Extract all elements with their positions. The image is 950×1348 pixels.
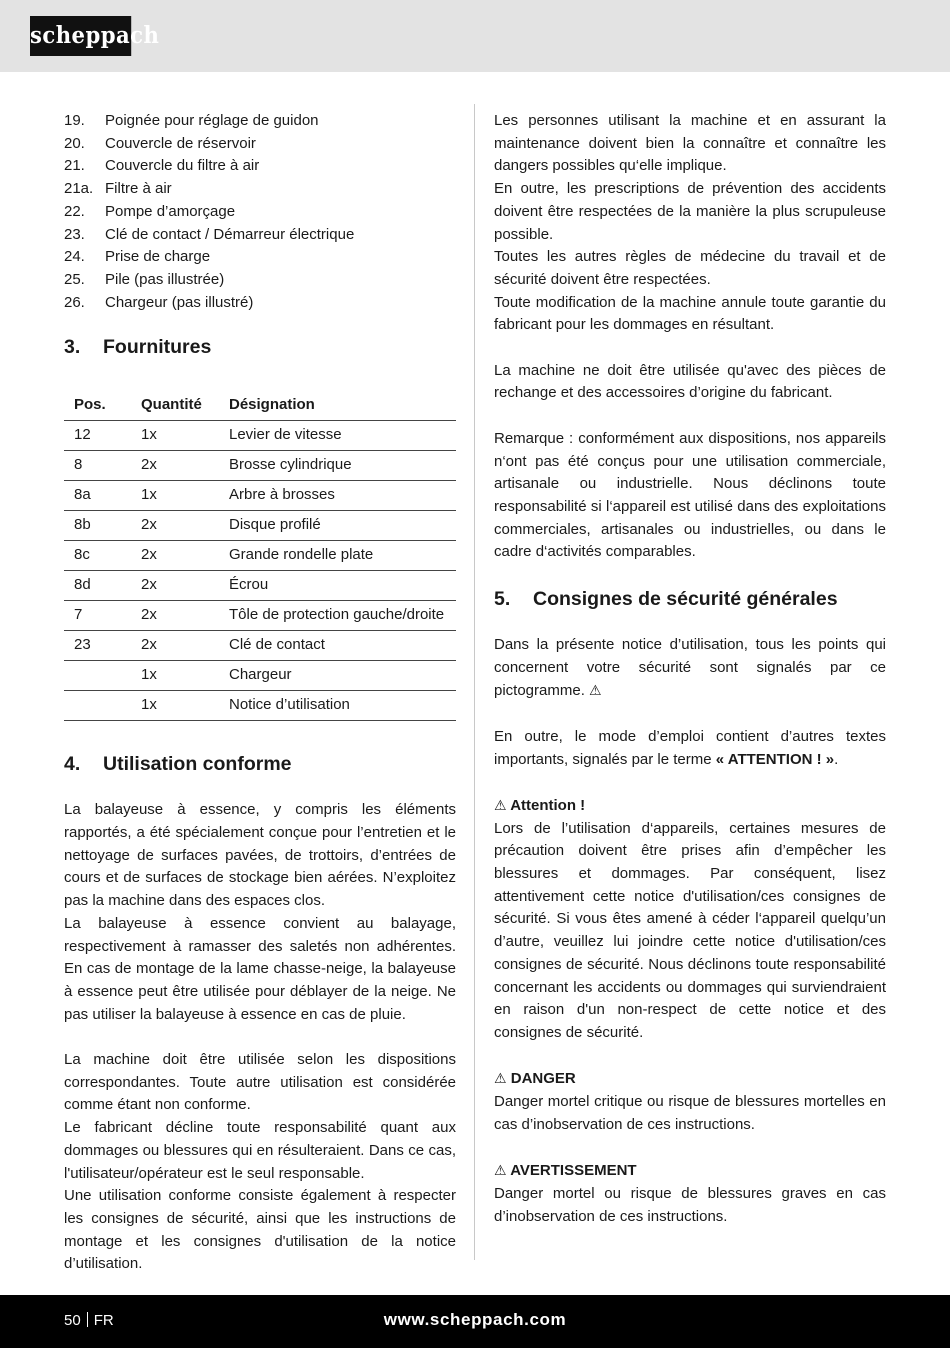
table-cell: 1x [131, 481, 219, 511]
paragraph: Toute modification de la machine annule toute garantie du fabricant pour les dommages en résultant. [494, 293, 886, 334]
danger-heading [494, 1067, 886, 1091]
page-number: 50 [64, 1312, 81, 1329]
table-cell: 12 [64, 421, 131, 451]
list-item [64, 246, 456, 269]
supplies-table [64, 390, 456, 721]
table-cell: Chargeur [219, 661, 456, 691]
list-item [64, 269, 456, 292]
table-row [64, 601, 456, 631]
section-title: Fournitures [103, 336, 212, 359]
list-item-number: 19. [64, 112, 85, 129]
table-row [64, 631, 456, 661]
list-item [64, 292, 456, 315]
list-item-text: Couvercle du filtre à air [105, 157, 260, 175]
table-cell: 8c [64, 541, 131, 571]
list-item [64, 110, 456, 133]
list-item-text: Pompe d’amorçage [105, 202, 236, 220]
list-item-text: Prise de charge [105, 248, 211, 266]
paragraph: La balayeuse à essence convient au balayage, respectivement à ramasser des saletés non adhérentes. En cas de montage de la lame chasse-neige, la balayeuse à essence peut être utilisée pour déblayer de la neige. Ne pas utiliser la balayeuse à essence en cas de pluie. [64, 914, 456, 1023]
paragraph: Danger mortel ou risque de blessures graves en cas d’inobservation de ces instructions. [494, 1184, 886, 1225]
column-header-designation: Désignation [219, 390, 456, 421]
warning-triangle-icon: ⚠ [494, 1070, 507, 1087]
section-3-heading [64, 334, 456, 360]
table-cell: Grande rondelle plate [219, 541, 456, 571]
table-row [64, 511, 456, 541]
section-title: Utilisation conforme [103, 753, 292, 776]
table-cell [64, 691, 131, 721]
scheppach-logo: scheppach [30, 16, 131, 56]
warning-triangle-icon: ⚠ [494, 1162, 507, 1179]
attention-title: Attention ! [510, 796, 586, 814]
table-cell: 8d [64, 571, 131, 601]
table-header-row [64, 390, 456, 421]
section-number: 4. [64, 753, 81, 776]
danger-title: DANGER [510, 1070, 576, 1088]
list-item-number: 25. [64, 270, 85, 288]
paragraph [494, 726, 886, 771]
table-cell: 2x [131, 451, 219, 481]
paragraph: Le fabricant décline toute responsabilité quant aux dommages ou blessures qui en résulteraient. Dans ce cas, l'utilisateur/opérateur est le seul responsable. [64, 1119, 456, 1182]
warning-heading [494, 1159, 886, 1183]
language-code: FR [93, 1312, 114, 1329]
table-cell: 1x [131, 421, 219, 451]
table-row [64, 541, 456, 571]
paragraph: Les personnes utilisant la machine et en assurant la maintenance doivent bien la connaître et connaître les dangers possibles qu‘elle implique. [494, 112, 886, 175]
paragraph: La machine ne doit être utilisée qu'avec des pièces de rechange et des accessoires d’origine du fabricant. [494, 361, 886, 402]
table-cell: 1x [131, 661, 219, 691]
table-cell [64, 661, 131, 691]
list-item-text: Chargeur (pas illustré) [105, 293, 254, 311]
list-item [64, 201, 456, 224]
section-5-heading [494, 586, 886, 612]
warning-triangle-icon: ⚠ [589, 682, 602, 699]
right-column [494, 110, 886, 1228]
attention-heading [494, 794, 886, 818]
table-cell: 2x [131, 571, 219, 601]
list-item-number: 21a. [64, 180, 94, 198]
list-item [64, 155, 456, 178]
paragraph-end: . [834, 750, 839, 768]
footer-bar [0, 1295, 950, 1348]
left-column [64, 110, 456, 1276]
table-cell: Brosse cylindrique [219, 451, 456, 481]
paragraph: Remarque : conformément aux dispositions, nos appareils n‘ont pas été conçus pour une utilisation commerciale, artisanale ou industrielle. Nous déclinons toute responsabilité si l‘appareil est utilisé dans des exploitations commerciales, artisanales ou industrielles, ou dans le cadre d‘activités comparables. [494, 429, 886, 561]
table-cell: 7 [64, 601, 131, 631]
column-divider [474, 104, 475, 1260]
column-header-pos: Pos. [64, 390, 131, 421]
list-item-number: 21. [64, 157, 85, 175]
list-item-text: Filtre à air [105, 180, 172, 198]
header-band [0, 0, 950, 72]
table-cell: 2x [131, 631, 219, 661]
warning-triangle-icon: ⚠ [494, 796, 507, 813]
paragraph-text: Dans la présente notice d’utilisation, tous les points qui concernent votre sécurité sont signalés par ce pictogramme. [494, 636, 886, 700]
paragraph: Une utilisation conforme consiste également à respecter les consignes de sécurité, ainsi que les instructions de montage et les consignes d'utilisation de la notice d’utilisation. [64, 1187, 456, 1273]
column-header-quantity: Quantité [131, 390, 219, 421]
attention-term: « ATTENTION ! » [715, 750, 835, 768]
table-row [64, 421, 456, 451]
list-item [64, 133, 456, 156]
table-row [64, 481, 456, 511]
table-cell: 23 [64, 631, 131, 661]
paragraph [494, 634, 886, 703]
table-cell: 1x [131, 691, 219, 721]
table-row [64, 571, 456, 601]
section-4-heading [64, 751, 456, 777]
table-row [64, 451, 456, 481]
paragraph: La balayeuse à essence, y compris les éléments rapportés, a été spécialement conçue pour l’entretien et le nettoyage de surfaces pavées, de trottoirs, d’entrées de cours et de surfaces de stockage bien aérées. N’exploitez pas la machine dans des espaces clos. [64, 801, 456, 910]
paragraph: En outre, les prescriptions de prévention des accidents doivent être respectées de la manière la plus scrupuleuse possible. [494, 180, 886, 243]
list-item-text: Poignée pour réglage de guidon [105, 112, 319, 129]
paragraph: Lors de l’utilisation d‘appareils, certaines mesures de précaution doivent être prises afin d’empêcher les blessures et dommages. Par conséquent, lisez attentivement cette notice d'utilisation/ces consignes de sécurité. Si vous êtes amené à céder l‘appareil quelqu’un d’autre, veuillez lui joindre cette notice d'utilisation/ces consignes de sécurité. Nous déclinons toute responsabilité concernant les accidents ou dommages qui surviendraient en raison d'un non-respect de cette notice et des consignes de sécurité. [494, 819, 886, 1041]
paragraph: Toutes les autres règles de médecine du travail et de sécurité doivent être respectées. [494, 248, 886, 288]
table-cell: Levier de vitesse [219, 421, 456, 451]
list-item-number: 22. [64, 202, 85, 220]
list-item-text: Pile (pas illustrée) [105, 270, 225, 288]
table-cell: 8 [64, 451, 131, 481]
table-cell: Écrou [219, 571, 456, 601]
list-item-number: 24. [64, 248, 85, 266]
section-title: Consignes de sécurité générales [533, 588, 838, 611]
table-cell: Arbre à brosses [219, 481, 456, 511]
list-item-number: 20. [64, 134, 85, 152]
list-item-text: Clé de contact / Démarreur électrique [105, 225, 355, 243]
warning-title: AVERTISSEMENT [510, 1162, 637, 1180]
table-cell: 2x [131, 511, 219, 541]
list-item [64, 178, 456, 201]
table-cell: 8b [64, 511, 131, 541]
table-cell: 2x [131, 541, 219, 571]
parts-list [64, 110, 456, 314]
website-link[interactable]: www.scheppach.com [383, 1310, 567, 1329]
list-item-number: 26. [64, 293, 85, 311]
table-row [64, 691, 456, 721]
table-cell: Clé de contact [219, 631, 456, 661]
table-cell: 2x [131, 601, 219, 631]
list-item-text: Couvercle de réservoir [105, 134, 256, 152]
paragraph-text: En outre, le mode d’emploi contient d’autres textes importants, signalés par le terme [494, 727, 886, 768]
list-item [64, 224, 456, 247]
table-cell: Tôle de protection gauche/droite [219, 601, 456, 631]
table-cell: 8a [64, 481, 131, 511]
list-item-number: 23. [64, 225, 85, 243]
section-number: 5. [494, 588, 511, 611]
table-cell: Disque profilé [219, 511, 456, 541]
paragraph: Danger mortel critique ou risque de blessures mortelles en cas d’inobservation de ces instructions. [494, 1093, 886, 1133]
section-number: 3. [64, 336, 81, 359]
table-row [64, 661, 456, 691]
paragraph: La machine doit être utilisée selon les dispositions correspondantes. Toute autre utilisation est considérée comme étant non conforme. [64, 1051, 456, 1114]
table-cell: Notice d’utilisation [219, 691, 456, 721]
